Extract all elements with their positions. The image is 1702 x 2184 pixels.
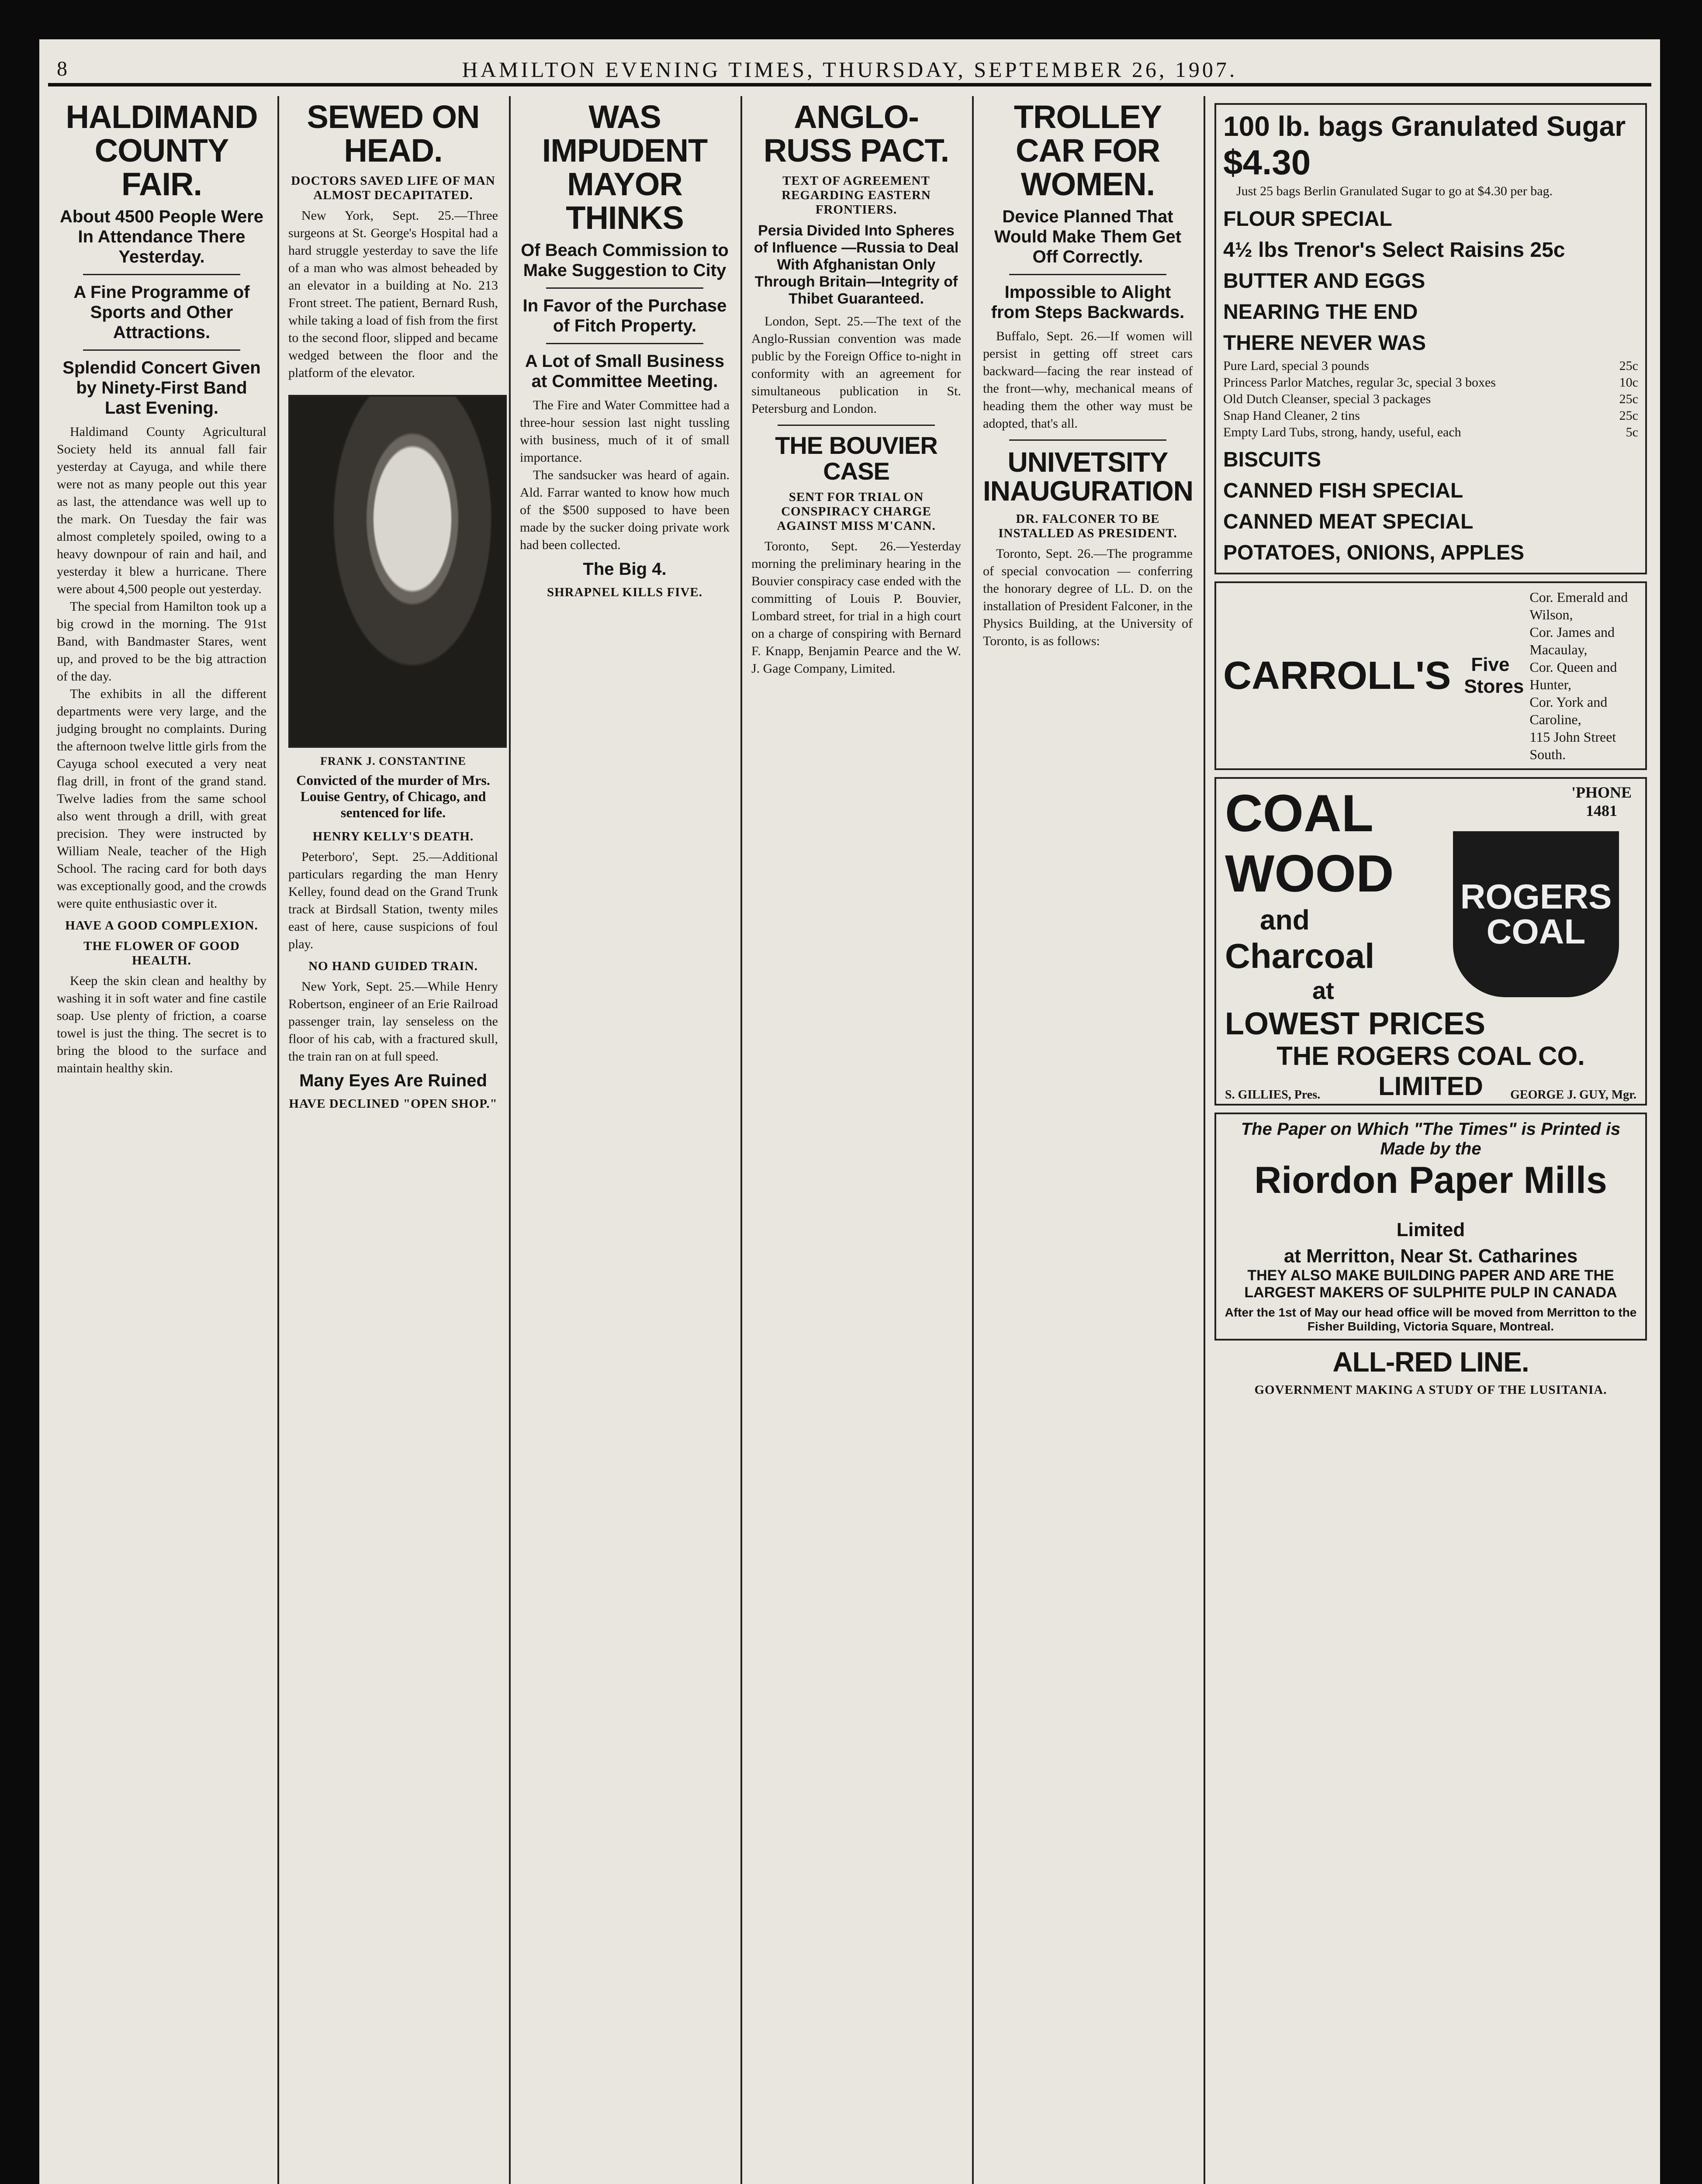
page-number: 8 bbox=[57, 57, 67, 80]
subhead-complexion: HAVE A GOOD COMPLEXION. bbox=[65, 918, 258, 933]
article-paragraph: Toronto, Sept. 26.—The programme of special convocation — conferring the honorary degree of LL. D. on the installation of President Falconer, in the Physics Building, at the University of Toronto, is as follows: bbox=[983, 546, 1193, 648]
running-head bbox=[39, 52, 1660, 87]
president: S. GILLIES, Pres. bbox=[1225, 1088, 1321, 1102]
butter-eggs-heading: BUTTER AND EGGS bbox=[1223, 270, 1425, 293]
portrait-caption: FRANK J. CONSTANTINE bbox=[320, 754, 466, 767]
article-paragraph: The Fire and Water Committee had a three-hour session last night tussling with business, much of it of small importance. bbox=[520, 397, 730, 465]
article-paragraph: Haldimand County Agricultural Society held its annual fall fair yesterday at Cayuga, and while there were not as many people out this year as last, the attendance was well up to the mark. On Tuesday the fair was almost completely spoiled, owing to a heavy downpour of rain and hail, and yesterday it blew a hurricane. There were about 4,500 people out yesterday. bbox=[57, 424, 266, 596]
column-rule bbox=[972, 96, 974, 2184]
article-paragraph: The exhibits in all the different departments were very large, and the judging brought no complaints. During the afternoon twelve little girls from the Cayuga school executed a very neat flag drill, in front of the grand stand. Twelve ladies from the same school also went through a drill, with great precision. They were instructed by William Neale, teacher of the High School. The racing card for both days was exceptionally good, and the crowds were quite enthusiastic over it. bbox=[57, 686, 266, 911]
price-row: Pure Lard, special 3 pounds 25c bbox=[1223, 359, 1638, 373]
headline-all-red-line: ALL-RED LINE. bbox=[1332, 1346, 1529, 1378]
price-row: Snap Hand Cleaner, 2 tins 25c bbox=[1223, 408, 1638, 423]
column-rule bbox=[1204, 96, 1205, 2184]
portrait-illustration bbox=[288, 395, 507, 748]
deck-falconer: DR. FALCONER TO BE INSTALLED AS PRESIDENT. bbox=[998, 511, 1177, 540]
column-rule bbox=[277, 96, 279, 2184]
phone-number: 'PHONE 1481 bbox=[1571, 784, 1632, 819]
flour-special-heading: FLOUR SPECIAL bbox=[1223, 207, 1392, 231]
article-paragraph: Toronto, Sept. 26.—Yesterday morning the preliminary hearing in the Bouvier conspiracy case ended with the committing of Louis P. Bouvier, Lombard street, for trial in a high court on a charge of conspiring with Bernard F. Knapp, Benjamin Pearce and the W. J. Gage Company, Limited. bbox=[751, 539, 961, 676]
carrolls-stores-ad bbox=[1214, 581, 1647, 770]
column-trolley-car bbox=[974, 96, 1201, 2184]
carrolls-logo: CARROLL'S bbox=[1223, 653, 1451, 698]
divider bbox=[546, 343, 703, 344]
article-paragraph: The special from Hamilton took up a big crowd in the morning. The 91st Band, with Bandmaster Stares, went up, and proved to be the big attraction of the day. bbox=[57, 599, 266, 684]
coal-wording: COAL WOOD and Charcoal at bbox=[1225, 784, 1394, 1004]
price-row: Empty Lard Tubs, strong, handy, useful, each 5c bbox=[1223, 425, 1638, 439]
store-addresses: Cor. Emerald and Wilson, Cor. James and Macaulay, Cor. Queen and Hunter, Cor. York and Caroline, 115 John Street South. bbox=[1529, 589, 1628, 762]
headline-trolley: TROLLEY CAR FOR WOMEN. bbox=[1014, 99, 1162, 202]
canned-fish-heading: CANNED FISH SPECIAL bbox=[1223, 479, 1463, 502]
price-row: Old Dutch Cleanser, special 3 packages 25c bbox=[1223, 392, 1638, 406]
divider bbox=[83, 274, 240, 275]
coal-bucket-icon: ROGERS COAL bbox=[1453, 831, 1619, 997]
article-paragraph: London, Sept. 25.—The text of the Anglo-Russian convention was made public by the Foreign Office to-night in conformity with an agreement for simultaneous publication in St. Petersburg and London. bbox=[751, 314, 961, 416]
subhead-shrapnel: SHRAPNEL KILLS FIVE. bbox=[547, 585, 702, 599]
subhead-eyes: Many Eyes Are Ruined bbox=[299, 1071, 487, 1090]
column-rule bbox=[740, 96, 742, 2184]
newspaper-page bbox=[39, 39, 1660, 2184]
article-paragraph: New York, Sept. 25.—While Henry Robertson, engineer of an Erie Railroad passenger train, lay senseless on the floor of his cab, with a fractured skull, the train ran on at full speed. bbox=[288, 979, 498, 1064]
headline-sewed-head: SEWED ON HEAD. bbox=[307, 99, 480, 169]
deck-small-business: A Lot of Small Business at Committee Meeting. bbox=[525, 351, 725, 391]
subhead-open-shop: HAVE DECLINED "OPEN SHOP." bbox=[289, 1096, 498, 1111]
column-advertisements bbox=[1206, 96, 1656, 2184]
deck-alight: Impossible to Alight from Steps Backwards. bbox=[991, 282, 1185, 322]
headline-anglo-russ: ANGLO-RUSS PACT. bbox=[763, 99, 949, 169]
column-impudent-mayor bbox=[511, 96, 738, 2184]
article-paragraph: Peterboro', Sept. 25.—Additional particulars regarding the man Henry Kelley, found dead on the Grand Trunk track at Birdsall Station, twenty miles east of here, cause suspicions of foul play. bbox=[288, 849, 498, 951]
deck-bouvier: SENT FOR TRIAL ON CONSPIRACY CHARGE AGAINST MISS M'CANN. bbox=[777, 490, 936, 533]
headline-mayor: WAS IMPUDENT MAYOR THINKS bbox=[542, 99, 708, 236]
deck-text-agreement: TEXT OF AGREEMENT REGARDING EASTERN FRONTIERS. bbox=[782, 173, 931, 217]
paper-line: The Paper on Which "The Times" is Printed is Made by the bbox=[1241, 1120, 1621, 1158]
raisins-heading: 4½ lbs Trenor's Select Raisins 25c bbox=[1223, 238, 1565, 262]
sugar-headline: 100 lb. bags Granulated Sugar $4.30 bbox=[1223, 111, 1626, 182]
divider bbox=[1009, 274, 1166, 275]
never-was-heading: THERE NEVER WAS bbox=[1223, 332, 1426, 355]
article-paragraph: Keep the skin clean and healthy by washing it in soft water and fine castile soap. Use plenty of friction, a coarse towel is just the thing. The secret is to bring the blood to the surface and maintain healthy skin. bbox=[57, 973, 266, 1075]
deck-doctors: DOCTORS SAVED LIFE OF MAN ALMOST DECAPITATED. bbox=[291, 173, 495, 202]
deck-persia: Persia Divided Into Spheres of Influence —Russia to Deal With Afghanistan Only Through Britain—Integrity of Thibet Guaranteed. bbox=[754, 222, 959, 308]
office-move-line: After the 1st of May our head office will be moved from Merritton to the Fisher Building, Victoria Square, Montreal. bbox=[1225, 1306, 1637, 1333]
article-paragraph: The sandsucker was heard of again. Ald. Farrar wanted to know how much of the $500 supposed to have been made by the sucker doing private work had been collected. bbox=[520, 467, 730, 552]
article-paragraph: New York, Sept. 25.—Three surgeons at St. George's Hospital had a hard struggle yesterday to save the life of a man who was almost beheaded by an elevator in a building at No. 213 Front street. The patient, Bernard Rush, while taking a load of fish from the first to the second floor, slipped and became wedged between the floor and the platform of the elevator. bbox=[288, 208, 498, 380]
divider bbox=[83, 349, 240, 351]
deck-fitch-property: In Favor of the Purchase of Fitch Property. bbox=[522, 296, 727, 335]
top-rule bbox=[48, 83, 1651, 86]
rogers-coal-ad bbox=[1214, 777, 1647, 1106]
merriton-line: at Merritton, Near St. Catharines bbox=[1283, 1245, 1578, 1267]
deck-programme: A Fine Programme of Sports and Other Attractions. bbox=[73, 282, 250, 342]
divider bbox=[546, 287, 703, 289]
deck-device: Device Planned That Would Make Them Get Off Correctly. bbox=[994, 207, 1182, 266]
riordon-name: Riordon Paper Mills Limited bbox=[1254, 1159, 1607, 1241]
carroll-grocery-ad bbox=[1214, 103, 1647, 574]
sugar-text: Just 25 bags Berlin Granulated Sugar to go at $4.30 per bag. bbox=[1236, 184, 1553, 198]
deck-attendance: About 4500 People Were In Attendance There Yesterday. bbox=[59, 207, 264, 266]
subhead-kelly: HENRY KELLY'S DEATH. bbox=[312, 829, 474, 843]
lowest-prices: LOWEST PRICES bbox=[1225, 1006, 1486, 1041]
nearing-end-heading: NEARING THE END bbox=[1223, 301, 1418, 324]
makers-line: THEY ALSO MAKE BUILDING PAPER AND ARE THE LARGEST MAKERS OF SULPHITE PULP IN CANADA bbox=[1244, 1267, 1617, 1301]
column-sewed-head bbox=[280, 96, 507, 2184]
price-row: Princess Parlor Matches, regular 3c, special 3 boxes 10c bbox=[1223, 375, 1638, 390]
five-stores: Five Stores bbox=[1464, 654, 1524, 697]
subhead-train: NO HAND GUIDED TRAIN. bbox=[308, 959, 478, 973]
divider bbox=[778, 425, 935, 426]
portrait-description: Convicted of the murder of Mrs. Louise Gentry, of Chicago, and sentenced for life. bbox=[296, 772, 490, 820]
divider bbox=[1009, 439, 1166, 441]
column-haldimand-fair bbox=[48, 96, 275, 2184]
manager: GEORGE J. GUY, Mgr. bbox=[1510, 1088, 1636, 1102]
potatoes-heading: POTATOES, ONIONS, APPLES bbox=[1223, 541, 1524, 564]
subhead-good-health: THE FLOWER OF GOOD HEALTH. bbox=[83, 939, 240, 968]
newspaper-title: HAMILTON EVENING TIMES, THURSDAY, SEPTEMBER 26, 1907. bbox=[462, 57, 1238, 82]
riordon-paper-ad bbox=[1214, 1113, 1647, 1341]
biscuits-heading: BISCUITS bbox=[1223, 448, 1321, 471]
column-rule bbox=[509, 96, 511, 2184]
headline-haldimand: HALDIMAND COUNTY FAIR. bbox=[66, 99, 258, 202]
rogers-company-name: THE ROGERS COAL CO. LIMITED bbox=[1276, 1041, 1585, 1101]
deck-beach-commission: Of Beach Commission to Make Suggestion to City bbox=[521, 240, 729, 280]
canned-meat-heading: CANNED MEAT SPECIAL bbox=[1223, 510, 1474, 533]
article-paragraph: Buffalo, Sept. 26.—If women will persist in getting off street cars backward—facing the rear instead of the front—why, mechanical means of heading them the other way must be adopted, that's all. bbox=[983, 328, 1193, 431]
deck-lusitania: GOVERNMENT MAKING A STUDY OF THE LUSITANIA. bbox=[1254, 1382, 1607, 1397]
subhead-big-4: The Big 4. bbox=[583, 559, 667, 579]
price-list bbox=[1223, 358, 1638, 441]
column-anglo-russ bbox=[743, 96, 970, 2184]
deck-concert: Splendid Concert Given by Ninety-First Band Last Evening. bbox=[62, 358, 261, 418]
headline-university: UNIVETSITY INAUGURATION bbox=[983, 446, 1193, 507]
headline-bouvier: THE BOUVIER CASE bbox=[775, 432, 937, 485]
